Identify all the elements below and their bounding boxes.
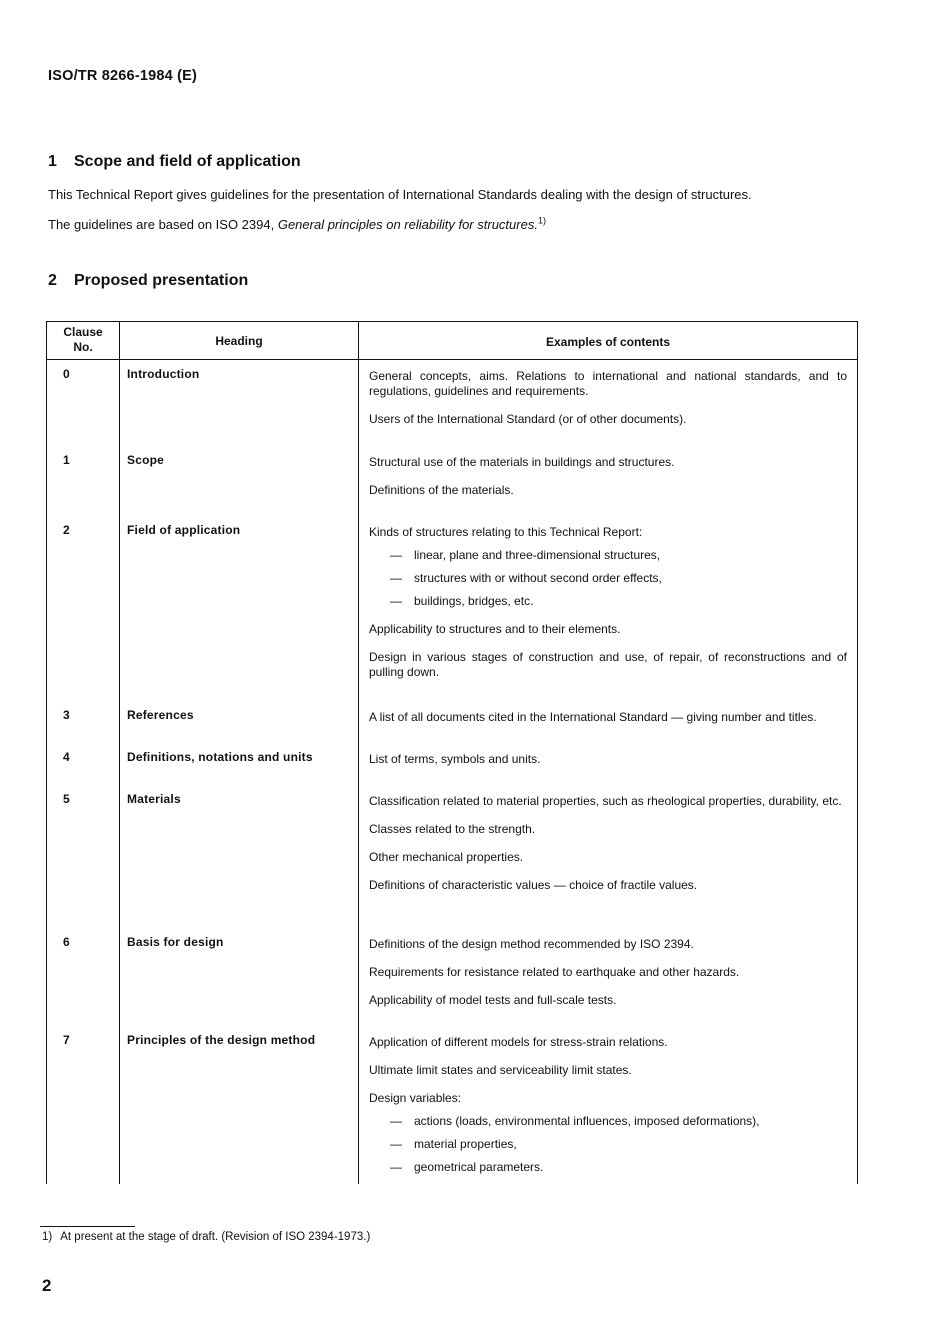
- example-paragraph: Users of the International Standard (or of other documents).: [369, 412, 687, 426]
- page-number: 2: [42, 1276, 52, 1295]
- section-1-number: 1: [48, 153, 57, 170]
- example-paragraph: Definitions of the materials.: [369, 483, 514, 497]
- footnote-reference[interactable]: 1): [537, 215, 546, 226]
- example-paragraph: Classification related to material properties, such as rheological properties, durability, etc.: [369, 794, 842, 808]
- example-bullet-item: — geometrical parameters.: [369, 1160, 847, 1175]
- section-2-heading: [48, 272, 248, 290]
- paragraph-2-text: The guidelines are based on ISO 2394,: [48, 217, 278, 232]
- section-2-number: 2: [48, 272, 57, 289]
- column-divider: [358, 322, 359, 1184]
- clause-number: 7: [63, 1033, 70, 1047]
- example-paragraph: Applicability to structures and to their elements.: [369, 622, 621, 636]
- clause-examples: [369, 937, 847, 1021]
- clause-examples: [369, 1035, 847, 1183]
- example-bullet-item: — structures with or without second order effects,: [369, 571, 847, 586]
- header-clause-no: Clause No.: [63, 325, 103, 354]
- example-paragraph: Kinds of structures relating to this Technical Report:: [369, 525, 643, 539]
- clause-examples: [369, 794, 847, 906]
- clause-heading: Materials: [127, 792, 181, 806]
- clause-number: 0: [63, 367, 70, 381]
- example-paragraph: Structural use of the materials in buildings and structures.: [369, 455, 675, 469]
- footnote-mark: 1): [42, 1231, 53, 1243]
- example-paragraph: Classes related to the strength.: [369, 822, 536, 836]
- section-1-title: Scope and field of application: [74, 153, 301, 170]
- column-divider: [119, 322, 120, 1184]
- example-paragraph: Application of different models for stress-strain relations.: [369, 1035, 668, 1049]
- footnote-text: At present at the stage of draft. (Revision of ISO 2394-1973.): [60, 1231, 371, 1243]
- example-paragraph: Definitions of characteristic values — choice of fractile values.: [369, 878, 698, 892]
- example-paragraph: Ultimate limit states and serviceability limit states.: [369, 1063, 632, 1077]
- clause-examples: [369, 710, 847, 738]
- clause-examples: [369, 752, 847, 780]
- clause-number: 4: [63, 750, 70, 764]
- footnote: [42, 1231, 370, 1243]
- clause-heading: Basis for design: [127, 935, 224, 949]
- example-paragraph: List of terms, symbols and units.: [369, 752, 541, 766]
- document-id: ISO/TR 8266-1984 (E): [48, 68, 198, 84]
- example-bullet-item: — actions (loads, environmental influences, imposed deformations),: [369, 1114, 847, 1129]
- example-bullet-item: — linear, plane and three-dimensional structures,: [369, 548, 847, 563]
- clause-number: 2: [63, 523, 70, 537]
- example-paragraph: A list of all documents cited in the International Standard — giving number and titles.: [369, 710, 817, 724]
- example-bullet-item: — material properties,: [369, 1137, 847, 1152]
- header-divider: [47, 359, 857, 360]
- section-1-paragraph-1: This Technical Report gives guidelines for the presentation of International Standards dealing with the design of structures.: [48, 187, 752, 202]
- clause-number: 3: [63, 708, 70, 722]
- clause-number: 1: [63, 453, 70, 467]
- clause-heading: Field of application: [127, 523, 241, 537]
- paragraph-2-italic-title: General principles on reliability for structures.: [277, 217, 538, 232]
- clause-number: 6: [63, 935, 70, 949]
- section-1-paragraph-2: [48, 217, 546, 232]
- header-examples: Examples of contents: [545, 335, 671, 349]
- clause-heading: Introduction: [127, 367, 200, 381]
- clause-heading: Definitions, notations and units: [127, 750, 313, 764]
- clause-examples: [369, 525, 847, 693]
- footnote-rule: [40, 1226, 135, 1227]
- clause-heading: References: [127, 708, 194, 722]
- clause-number: 5: [63, 792, 70, 806]
- header-heading: Heading: [215, 334, 263, 348]
- example-paragraph: General concepts, aims. Relations to international and national standards, and to regulations, guidelines and requirements.: [369, 369, 847, 398]
- example-paragraph: Other mechanical properties.: [369, 850, 524, 864]
- clause-examples: [369, 455, 847, 511]
- example-bullet-item: — buildings, bridges, etc.: [369, 594, 847, 609]
- presentation-table: [46, 321, 858, 1184]
- example-paragraph: Design in various stages of construction and use, of repair, of reconstructions and of pulling down.: [369, 650, 847, 679]
- clause-heading: Principles of the design method: [127, 1033, 316, 1047]
- section-2-title: Proposed presentation: [74, 272, 249, 289]
- example-paragraph: Definitions of the design method recommended by ISO 2394.: [369, 937, 694, 951]
- section-1-heading: [48, 153, 301, 171]
- example-paragraph: Design variables:: [369, 1091, 462, 1105]
- clause-heading: Scope: [127, 453, 165, 467]
- example-paragraph: Requirements for resistance related to earthquake and other hazards.: [369, 965, 740, 979]
- example-paragraph: Applicability of model tests and full-scale tests.: [369, 993, 617, 1007]
- clause-examples: [369, 369, 847, 440]
